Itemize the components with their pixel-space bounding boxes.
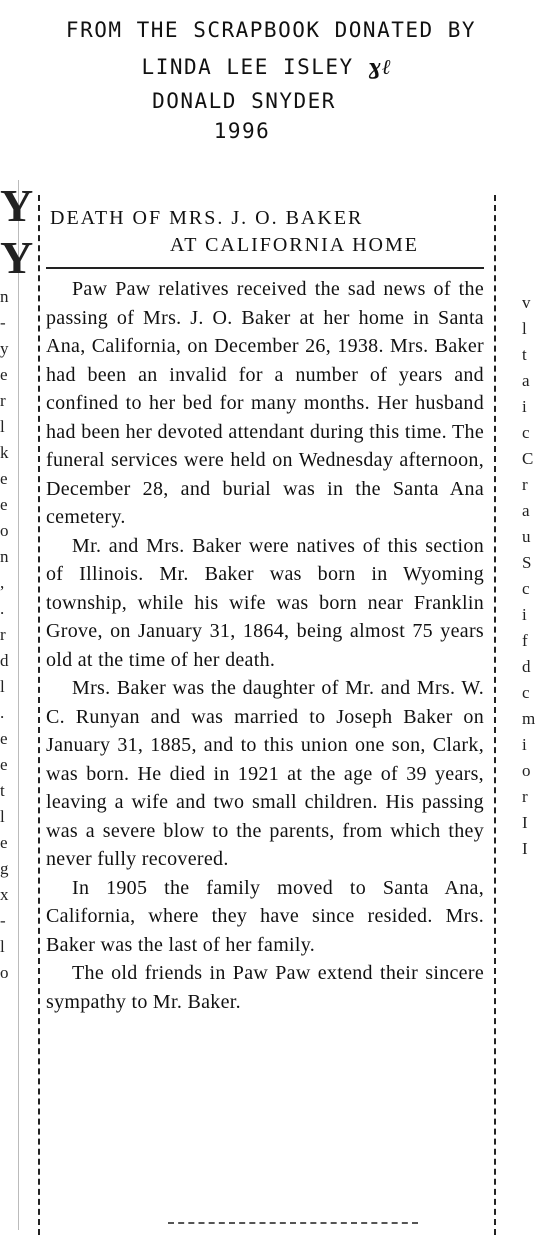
newspaper-clipping [46, 205, 484, 1016]
fragment-glyph: e [0, 469, 8, 488]
fragment-glyph: r [522, 475, 528, 494]
fragment-glyph: l [0, 937, 5, 956]
article-paragraph: In 1905 the family moved to Santa Ana, California, where they have since resided. Mrs. Baker was the last of her family. [46, 876, 484, 956]
fragment-glyph: . [0, 599, 5, 618]
article-headline [46, 205, 484, 259]
fragment-glyph: e [0, 495, 8, 514]
fragment-glyph: e [0, 833, 8, 852]
fragment-glyph: i [522, 735, 527, 754]
fragment-glyph: I [522, 839, 528, 858]
fragment-glyph: v [522, 293, 531, 312]
handwritten-mark: ɣℓ [367, 54, 393, 79]
fragment-glyph: g [0, 859, 9, 878]
headline-rule [46, 267, 484, 269]
scrapbook-note-line-2 [0, 51, 536, 83]
fragment-glyph: c [522, 579, 530, 598]
fragment-glyph: r [0, 625, 6, 644]
adjacent-column-fragment-left [0, 180, 34, 986]
article-paragraph: The old friends in Paw Paw extend their sincere sympathy to Mr. Baker. [46, 962, 484, 1013]
fragment-glyph: Y [0, 180, 34, 231]
fragment-glyph: r [522, 787, 528, 806]
fragment-glyph: C [522, 449, 534, 468]
fragment-glyph: l [522, 319, 527, 338]
fragment-glyph: t [522, 345, 527, 364]
fragment-glyph: c [522, 423, 530, 442]
fragment-glyph: l [0, 807, 5, 826]
fragment-glyph: I [522, 813, 528, 832]
fragment-glyph: e [0, 365, 8, 384]
fragment-glyph: a [522, 501, 530, 520]
fragment-glyph: o [0, 521, 9, 540]
donor-name-1: LINDA LEE ISLEY [141, 55, 354, 79]
footer-rule [168, 1222, 418, 1224]
fragment-glyph: t [0, 781, 5, 800]
article-paragraph: Mr. and Mrs. Baker were natives of this section of Illinois. Mr. Baker was born in Wyoming township, while his wife was born near Franklin Grove, on January 31, 1864, being almost 75 years old at the time of her death. [46, 534, 484, 671]
fragment-glyph: a [522, 371, 530, 390]
fragment-glyph: k [0, 443, 9, 462]
adjacent-column-fragment-right [522, 290, 538, 862]
fragment-glyph: i [522, 397, 527, 416]
scrapbook-note-line-1: FROM THE SCRAPBOOK DONATED BY [65, 18, 477, 42]
fragment-glyph: f [522, 631, 528, 650]
headline-line-2: AT CALIFORNIA HOME [170, 234, 419, 256]
fragment-glyph: S [522, 553, 532, 572]
fragment-glyph: y [0, 339, 9, 358]
article-paragraph: Paw Paw relatives received the sad news of the passing of Mrs. J. O. Baker at her home in Santa Ana, California, on December 26, 1938. Mrs. Baker had been an invalid for a number of years and confined to her bed for many months. Her husband had been her devoted attendant during this time. The funeral services were held on Wednesday afternoon, December 28, and burial was in the Santa Ana cemetery. [46, 278, 484, 528]
fragment-glyph: i [522, 605, 527, 624]
fragment-glyph: . [0, 703, 5, 722]
column-rule-right [494, 195, 496, 1235]
column-rule-left [38, 195, 40, 1235]
fragment-glyph: n [0, 547, 9, 566]
fragment-glyph: l [0, 677, 5, 696]
fragment-glyph: , [0, 573, 5, 592]
fragment-glyph: r [0, 391, 6, 410]
fragment-glyph: Y [0, 232, 34, 283]
fragment-glyph: - [0, 313, 6, 332]
fragment-glyph: u [522, 527, 531, 546]
fragment-glyph: e [0, 729, 8, 748]
fragment-glyph: e [0, 755, 8, 774]
fragment-glyph: c [522, 683, 530, 702]
article-paragraph: Mrs. Baker was the daughter of Mr. and Mrs. W. C. Runyan and was married to Joseph Baker on January 31, 1885, and to this union one son, Clark, was born. He died in 1921 at the age of 39 years, leaving a wife and two small children. His passing was a severe blow to the parents, from which they never fully recovered. [46, 677, 484, 870]
scrapbook-note-line-3: DONALD SNYDER [152, 89, 336, 113]
fragment-glyph: - [0, 911, 6, 930]
fragment-glyph: n [0, 287, 9, 306]
fragment-glyph: m [522, 709, 536, 728]
fragment-glyph: x [0, 885, 9, 904]
scrapbook-note-year: 1996 [213, 119, 271, 143]
fragment-glyph: l [0, 417, 5, 436]
fragment-glyph: d [0, 651, 9, 670]
headline-line-1: DEATH OF MRS. J. O. BAKER [50, 207, 364, 229]
column-rule-outer [18, 180, 19, 1230]
fragment-glyph: o [522, 761, 531, 780]
fragment-glyph: o [0, 963, 9, 982]
fragment-glyph: d [522, 657, 531, 676]
